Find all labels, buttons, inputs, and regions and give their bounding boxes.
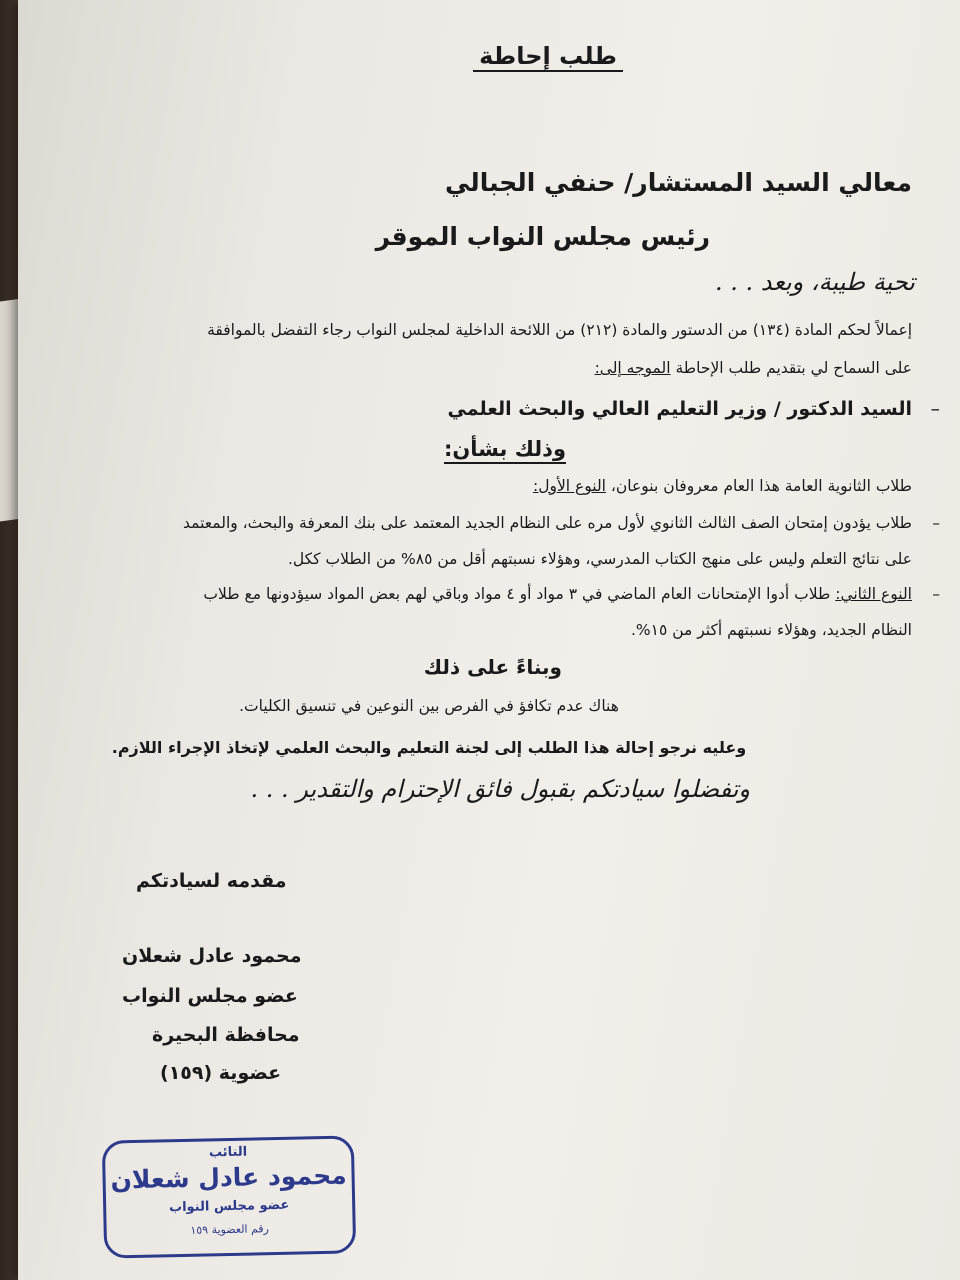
intro-line-2-text: على السماح لي بتقديم طلب الإحاطة bbox=[670, 359, 912, 377]
document-title bbox=[18, 42, 960, 70]
paragraph-1 bbox=[533, 477, 912, 495]
bullet-dash: – bbox=[932, 514, 940, 532]
signature-name: محمود عادل شعلان bbox=[122, 945, 302, 967]
greeting: تحية طيبة، وبعد . . . bbox=[715, 268, 915, 296]
closing: وتفضلوا سيادتكم بقبول فائق الإحترام والتقدير . . . bbox=[250, 775, 750, 803]
bullet-2-line-1 bbox=[203, 585, 940, 603]
bullet-2-line-2: النظام الجديد، وهؤلاء نسبتهم أكثر من ١٥%. bbox=[630, 621, 912, 639]
signature-governorate: محافظة البحيرة bbox=[152, 1024, 300, 1046]
intro-line-1: إعمالاً لحكم المادة (١٣٤) من الدستور والمادة (٢١٢) من اللائحة الداخلية لمجلس النواب رجاء التفضل بالموافقة bbox=[207, 321, 912, 339]
signature-membership: عضوية (١٥٩) bbox=[160, 1062, 282, 1084]
signature-presented-by: مقدمه لسيادتكم bbox=[136, 870, 287, 892]
stamp-membership: رقم العضوية ١٥٩ bbox=[190, 1222, 270, 1237]
stamp-name: محمود عادل شعلان bbox=[110, 1160, 347, 1195]
addressee bbox=[447, 398, 940, 420]
intro-line-2 bbox=[595, 359, 912, 377]
subject-heading: وذلك بشأن: bbox=[444, 437, 566, 464]
bullet-1-line-2: على نتائج التعلم وليس على منهج الكتاب المدرسي، وهؤلاء نسبتهم أقل من ٨٥% من الطلاب ككل. bbox=[287, 550, 912, 568]
document-title-text: طلب إحاطة bbox=[473, 42, 623, 72]
signature-role: عضو مجلس النواب bbox=[122, 985, 298, 1007]
bullet-2-line-1-text: طلاب أدوا الإمتحانات العام الماضي في ٣ مواد أو ٤ مواد وباقي لهم بعض المواد سيؤدونها مع طلاب bbox=[203, 585, 836, 603]
type-1-label: النوع الأول: bbox=[532, 477, 606, 495]
intro-directed-to: الموجه إلى: bbox=[594, 359, 671, 377]
official-stamp bbox=[102, 1135, 356, 1258]
recipient-line-1: معالي السيد المستشار/ حنفي الجبالي bbox=[445, 168, 912, 197]
paragraph-1-text: طلاب الثانوية العامة هذا العام معروفان بنوعان، bbox=[605, 477, 912, 495]
document-page bbox=[18, 0, 960, 1280]
conclusion-text: هناك عدم تكافؤ في الفرص بين النوعين في تنسيق الكليات. bbox=[239, 697, 619, 715]
recipient-line-2: رئيس مجلس النواب الموقر bbox=[375, 222, 710, 251]
stamp-role: عضو مجلس النواب bbox=[168, 1197, 290, 1216]
bullet-1-line-1 bbox=[183, 514, 940, 532]
bullet-dash: – bbox=[930, 398, 940, 420]
type-2-label: النوع الثاني: bbox=[835, 585, 912, 603]
addressee-text: السيد الدكتور / وزير التعليم العالي والبحث العلمي bbox=[447, 398, 912, 420]
bullet-1-line-1-text: طلاب يؤدون إمتحان الصف الثالث الثانوي لأول مره على النظام الجديد المعتمد على بنك المعرفة والبحث، والمعتمد bbox=[183, 514, 912, 532]
stamp-title: النائب bbox=[208, 1144, 248, 1161]
request-text: وعليه نرجو إحالة هذا الطلب إلى لجنة التعليم والبحث العلمي لإتخاذ الإجراء اللازم. bbox=[111, 738, 747, 757]
bullet-dash: – bbox=[932, 585, 940, 603]
conclusion-heading: وبناءً على ذلك bbox=[423, 655, 562, 679]
